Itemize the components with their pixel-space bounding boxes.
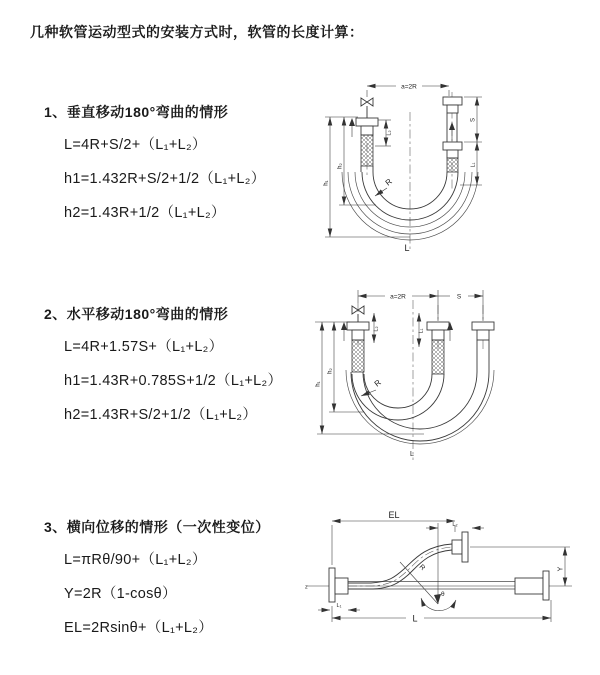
section-1-heading: 1、垂直移动180°弯曲的情形 <box>44 104 229 120</box>
dim-label-h2: h₂ <box>337 163 344 169</box>
angle-label: θ <box>441 591 445 598</box>
length-label: L <box>410 451 414 458</box>
dim-label-h1: h₁ <box>315 381 322 387</box>
dim-label-s: S <box>470 117 477 123</box>
section-3-heading: 3、横向位移的情形（一次性变位） <box>44 519 270 535</box>
formula-Y: Y=2R（1-cosθ） <box>64 586 177 602</box>
dim-label-l2: L₂ <box>386 130 393 136</box>
formula-h1: h1=1.432R+S/2+1/2（L₁+L₂） <box>64 171 266 187</box>
dim-label-l1: L₁ <box>418 328 425 334</box>
dim-label-h2: h₂ <box>327 368 334 374</box>
dim-label-l1: L₁ <box>470 162 477 168</box>
diagram-horizontal-180-bend <box>300 283 600 470</box>
dim-label-y: Y <box>557 566 565 572</box>
radius-label: R <box>372 377 383 389</box>
dim-label-a2r: a=2R <box>390 293 406 301</box>
dim-label-el: EL <box>388 510 400 520</box>
dim-label-a2r: a=2R <box>401 83 417 91</box>
diagram-vertical-180-bend <box>305 70 595 260</box>
section-2-heading: 2、水平移动180°弯曲的情形 <box>44 306 229 322</box>
length-label: L <box>412 613 418 624</box>
dim-label-s: S <box>456 293 462 301</box>
centerline-mark: z <box>305 584 308 591</box>
radius-label: R <box>417 563 427 573</box>
section-vertical-180 <box>44 102 266 235</box>
formula-L: L=4R+1.57S+（L₁+L₂） <box>64 339 224 355</box>
valve-icon <box>361 98 373 118</box>
hose-drawing <box>341 290 494 460</box>
dim-label-h1: h₁ <box>323 180 330 186</box>
dim-label-l1: L₁ <box>336 603 342 609</box>
formula-h2: h2=1.43R+S/2+1/2（L₁+L₂） <box>64 407 258 423</box>
formula-EL: EL=2Rsinθ+（L₁+L₂） <box>64 620 214 636</box>
radius-label: R <box>383 176 394 188</box>
formula-h1: h1=1.43R+0.785S+1/2（L₁+L₂） <box>64 373 283 389</box>
diagram-lateral-displacement <box>298 505 600 633</box>
dim-label-l2: L₂ <box>452 522 458 528</box>
dim-label-l2: L₂ <box>373 326 380 332</box>
section-lateral-displacement <box>44 517 270 650</box>
section-horizontal-180 <box>44 304 282 437</box>
hose-drawing <box>342 84 478 253</box>
formula-h2: h2=1.43R+1/2（L₁+L₂） <box>64 205 226 221</box>
hose-drawing <box>305 532 572 602</box>
page-title: 几种软管运动型式的安装方式时，软管的长度计算： <box>30 24 364 40</box>
length-label: L <box>404 243 410 253</box>
formula-L: L=πRθ/90+（L₁+L₂） <box>64 552 207 568</box>
formula-L: L=4R+S/2+（L₁+L₂） <box>64 137 207 153</box>
